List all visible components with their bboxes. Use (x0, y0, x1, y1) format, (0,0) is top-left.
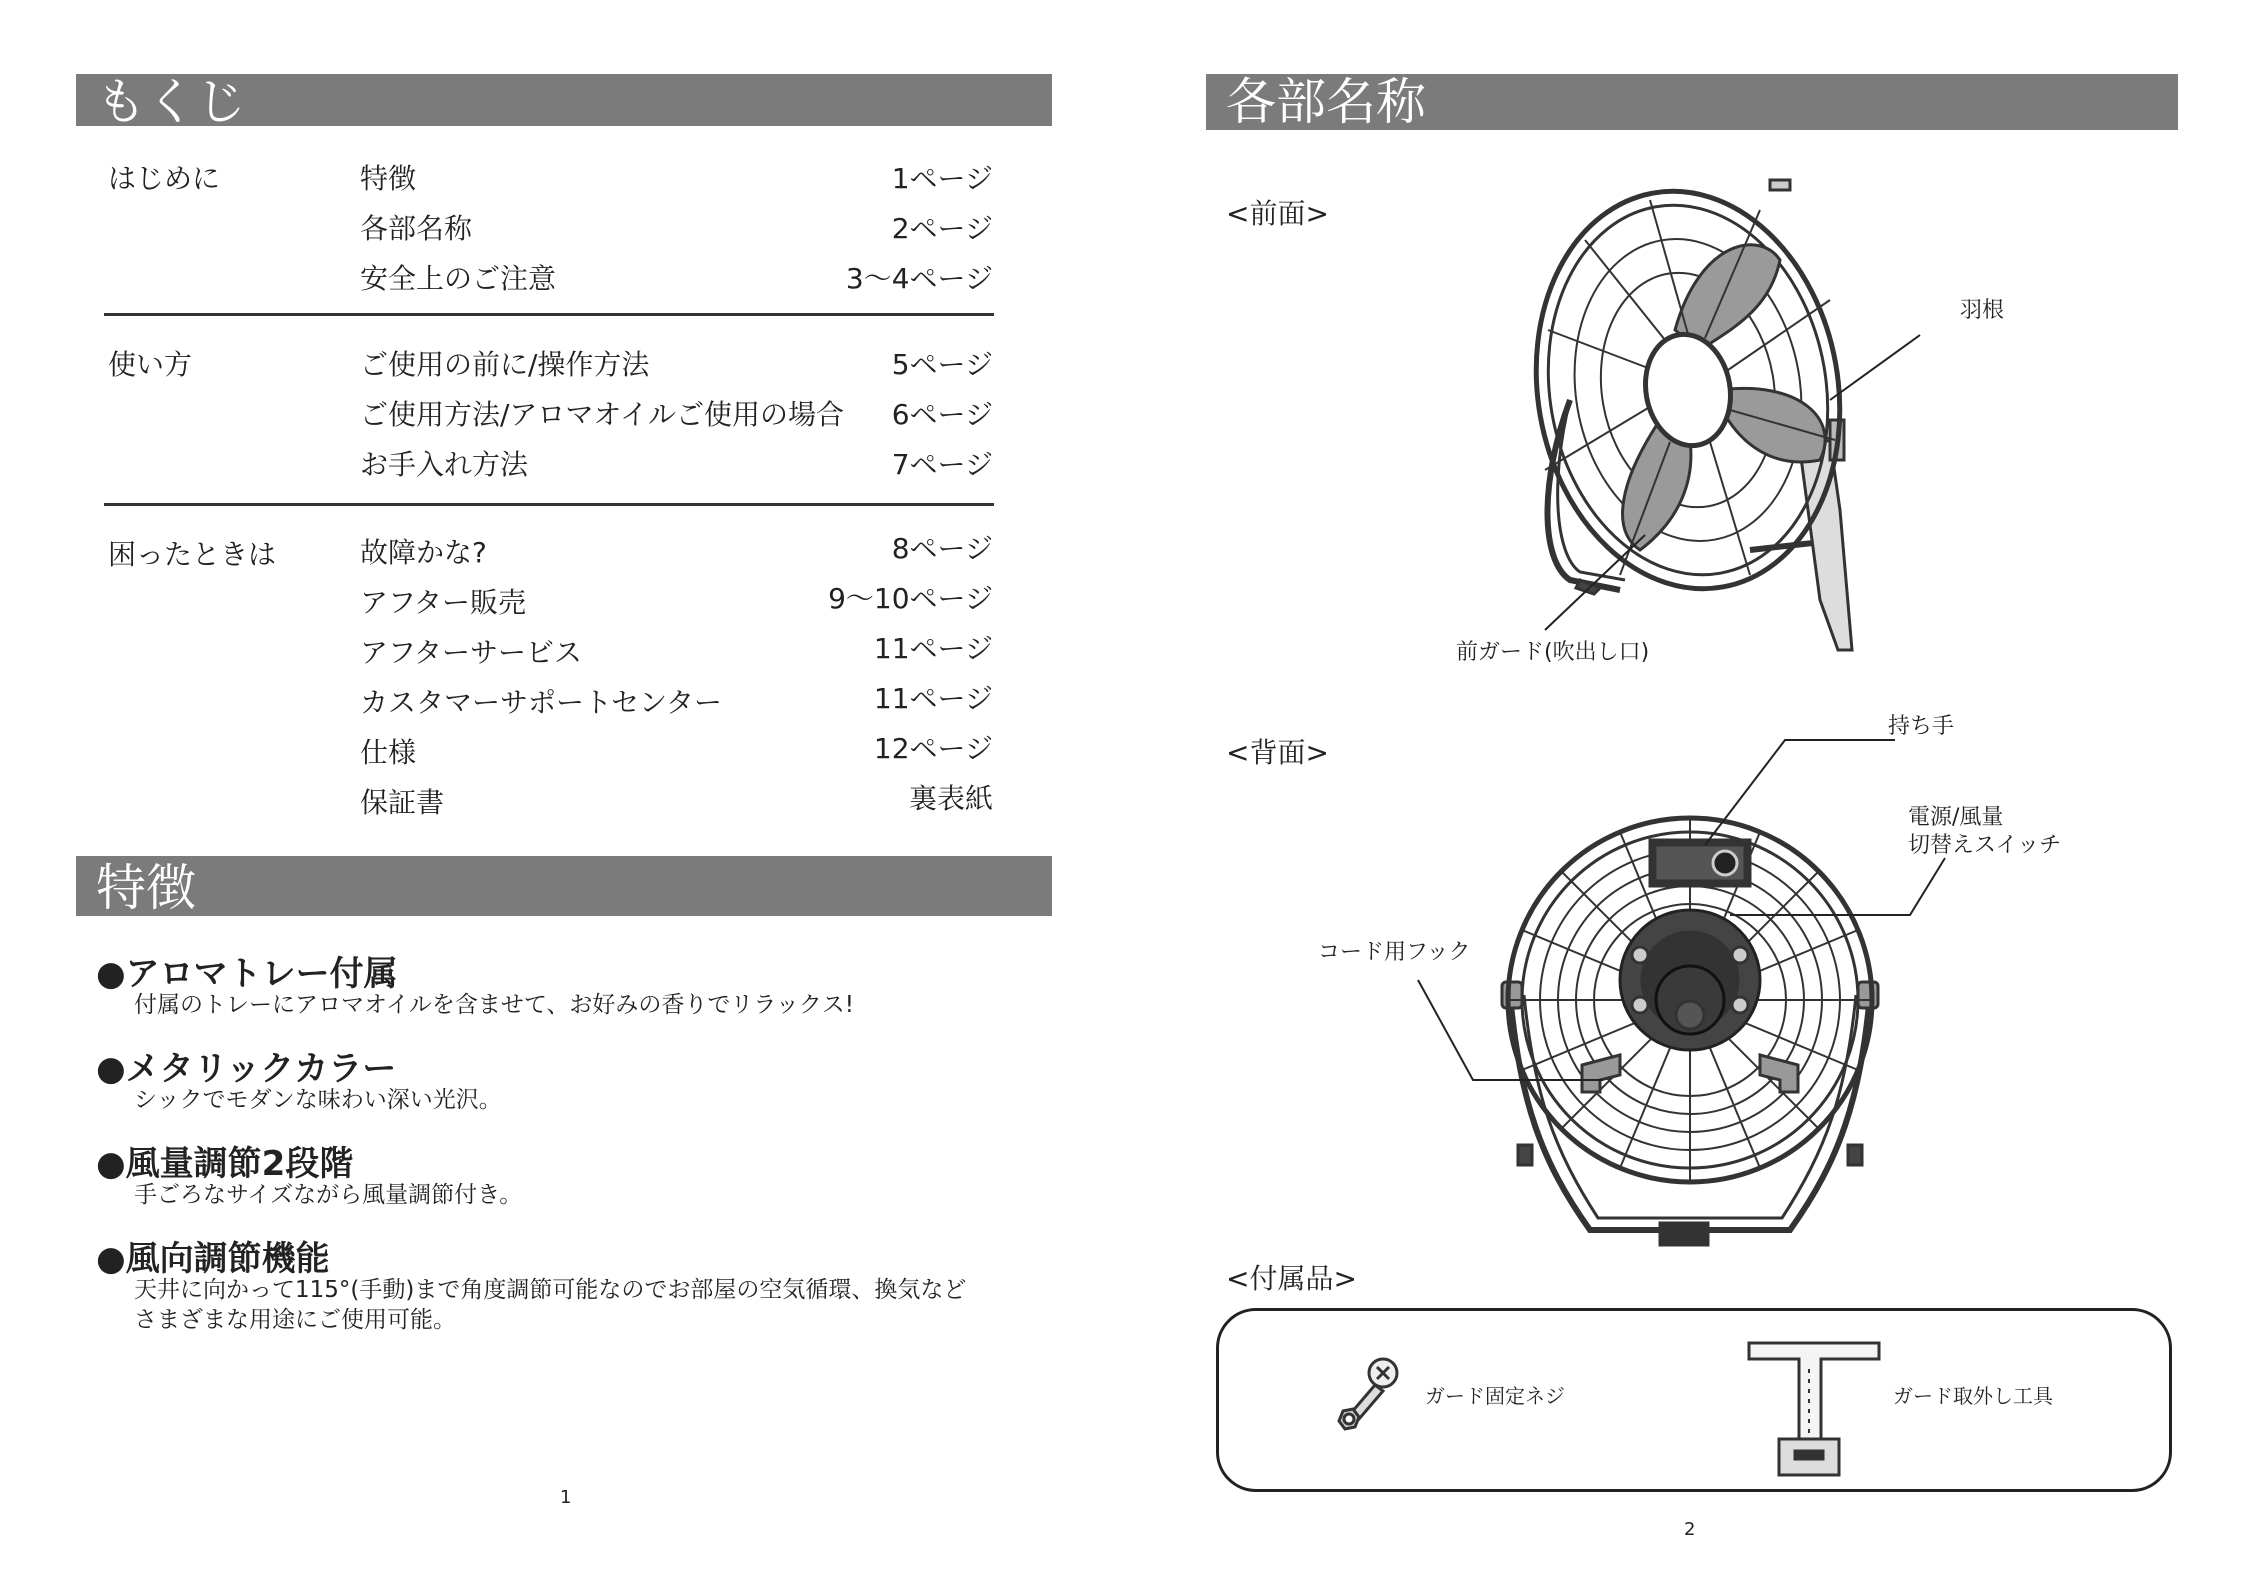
blade-callout: 羽根 (1960, 298, 2005, 323)
toc-item[interactable]: お手入れ方法 (360, 448, 529, 481)
parts-heading: 各部名称 (1226, 73, 1426, 131)
accessory-name: ガード取外し工具 (1893, 1384, 2053, 1408)
toc-item[interactable]: ご使用方法/アロマオイルご使用の場合 (360, 398, 845, 431)
toc-item[interactable]: 安全上のご注意 (360, 262, 557, 295)
feature-desc: 手ごろなサイズながら風量調節付き。 (134, 1182, 523, 1208)
feature-desc: 付属のトレーにアロマオイルを含ませて、お好みの香りでリラックス! (134, 992, 854, 1018)
accessories-label: <付属品> (1226, 1262, 1357, 1295)
toc-banner (76, 73, 1052, 131)
toc-page: 裏表紙 (908, 782, 993, 815)
toc-item[interactable]: 特徴 (360, 162, 417, 195)
toc-page: 2ページ (891, 212, 993, 245)
toc-divider (104, 313, 994, 316)
switch-callout-line2: 切替えスイッチ (1908, 833, 2062, 858)
page-number: 2 (1684, 1519, 1696, 1540)
toc-item[interactable]: カスタマーサポートセンター (360, 686, 723, 719)
feature-desc: シックでモダンな味わい深い光沢。 (134, 1087, 502, 1113)
toc-page: 3〜4ページ (845, 262, 993, 295)
handle-leader-line (1705, 735, 1905, 855)
feature-title: ●アロマトレー付属 (96, 954, 398, 994)
feature-title: ●風向調節機能 (96, 1239, 330, 1279)
toc-item[interactable]: 各部名称 (360, 212, 473, 245)
front-guard-callout: 前ガード(吹出し口) (1456, 640, 1650, 665)
toc-category: 使い方 (108, 348, 193, 381)
toc-page: 1ページ (891, 162, 993, 195)
feature-title: ●メタリックカラー (96, 1049, 397, 1089)
accessory-name: ガード固定ネジ (1425, 1384, 1565, 1408)
features-heading: 特徴 (96, 859, 196, 917)
toc-page: 11ページ (873, 632, 993, 665)
toc-page: 8ページ (891, 532, 993, 565)
parts-banner (1206, 74, 2178, 130)
switch-callout-line1: 電源/風量 (1908, 805, 2004, 830)
page-number: 1 (560, 1487, 572, 1508)
cord-hook-leader-line (1418, 980, 1618, 1100)
accessories-box (1216, 1308, 2172, 1492)
handle-callout: 持ち手 (1888, 714, 1955, 739)
toc-page: 9〜10ページ (828, 582, 993, 615)
toc-page: 6ページ (891, 398, 993, 431)
feature-desc: さまざまな用途にご使用可能。 (134, 1307, 456, 1333)
toc-item[interactable]: 仕様 (360, 736, 417, 769)
toc-category: 困ったときは (108, 538, 277, 571)
feature-desc: 天井に向かって115°(手動)まで角度調節可能なのでお部屋の空気循環、換気など (134, 1277, 967, 1303)
toc-item[interactable]: ご使用の前に/操作方法 (360, 348, 650, 381)
front-guard-leader-line (1545, 535, 1665, 635)
toc-heading: もくじ (96, 73, 246, 131)
blade-leader-line (1830, 320, 1980, 410)
front-view-label: <前面> (1226, 197, 1329, 230)
switch-leader-line (1730, 858, 1950, 918)
tool-icon (1739, 1339, 1889, 1479)
toc-item[interactable]: 保証書 (360, 786, 445, 819)
toc-item[interactable]: アフターサービス (360, 636, 583, 669)
features-banner (76, 856, 1052, 916)
toc-page: 11ページ (873, 682, 993, 715)
feature-title: ●風量調節2段階 (96, 1144, 354, 1184)
toc-page: 7ページ (891, 448, 993, 481)
toc-item[interactable]: 故障かな? (360, 536, 487, 569)
toc-category: はじめに (108, 162, 221, 195)
back-view-label: <背面> (1226, 736, 1329, 769)
toc-page: 5ページ (891, 348, 993, 381)
screw-icon (1331, 1353, 1411, 1443)
cord-hook-callout: コード用フック (1318, 940, 1471, 965)
toc-page: 12ページ (873, 732, 993, 765)
toc-item[interactable]: アフター販売 (360, 586, 527, 619)
toc-divider (104, 503, 994, 506)
